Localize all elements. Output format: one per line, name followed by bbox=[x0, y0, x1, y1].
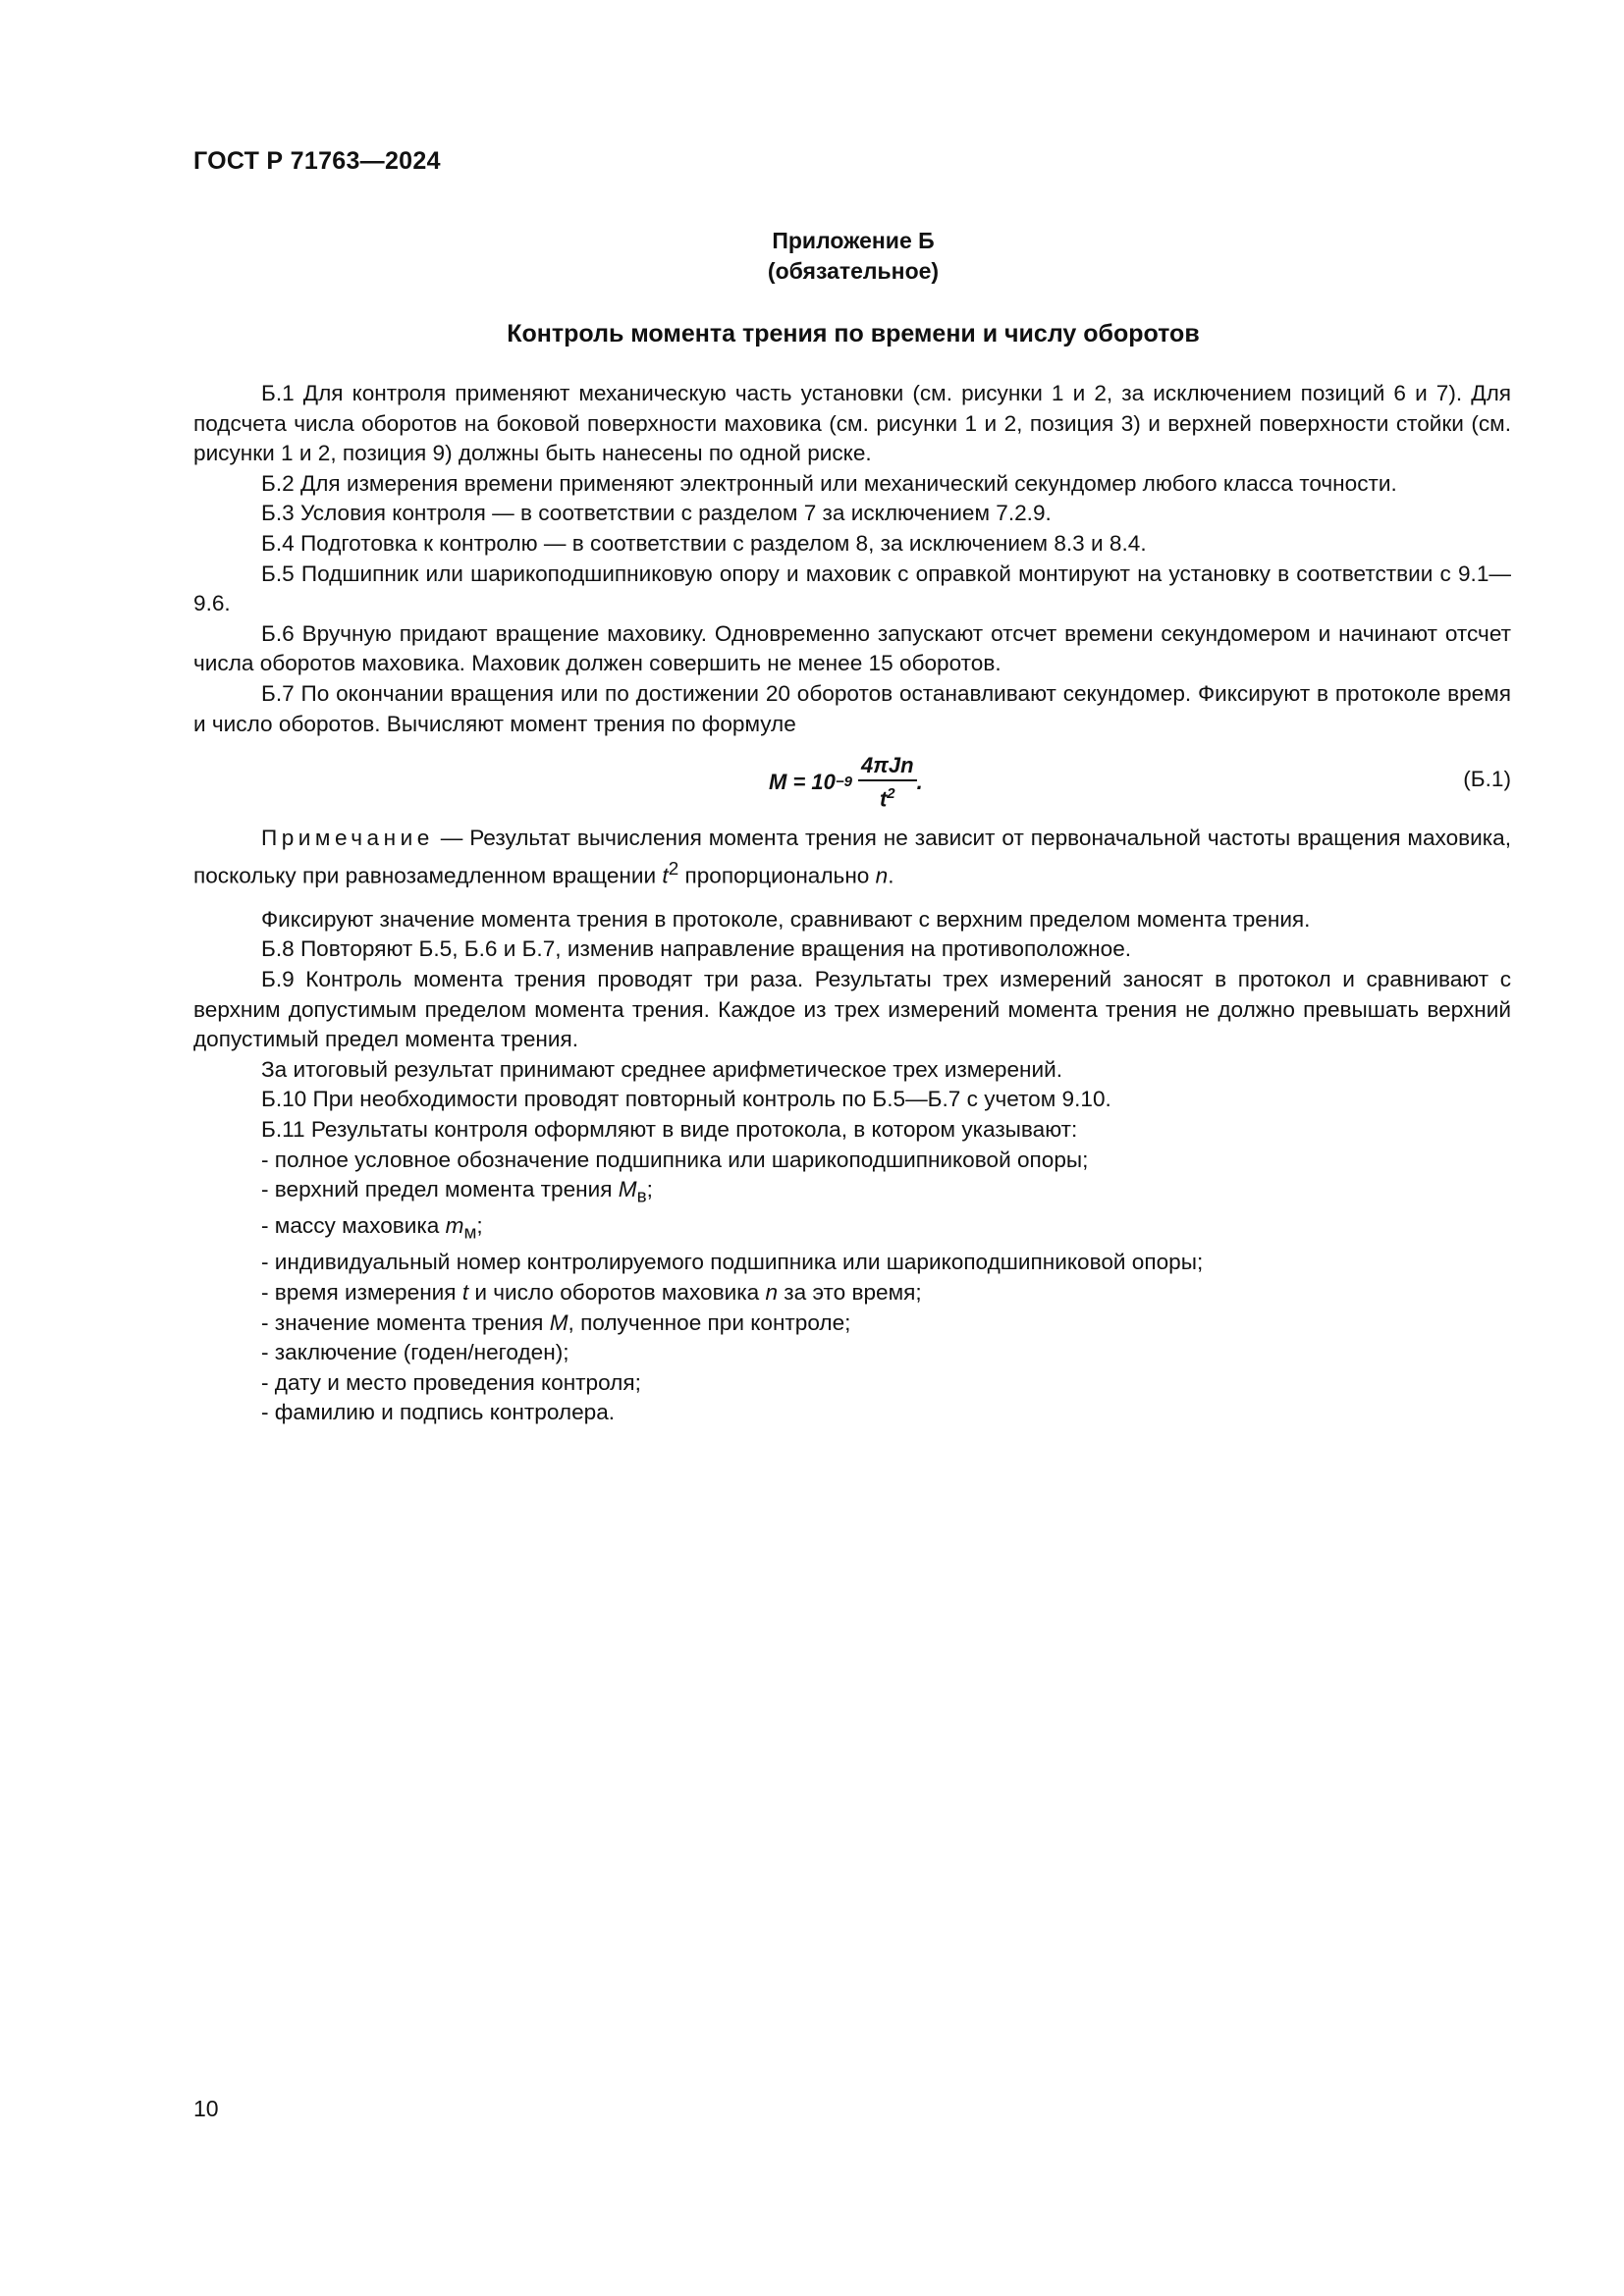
formula-exponent: −9 bbox=[835, 773, 852, 790]
paragraph-b11: Б.11 Результаты контроля оформляют в виде протокола, в котором указывают: bbox=[261, 1117, 1078, 1142]
paragraph-b5: Б.5 Подшипник или шарикоподшипниковую опору и маховик с оправкой монтируют на установку в соответствии с 9.1—9.6. bbox=[193, 561, 1511, 616]
list-item: - заключение (годен/негоден); bbox=[261, 1340, 569, 1365]
paragraph-b4: Б.4 Подготовка к контролю — в соответствии с разделом 8, за исключением 8.3 и 8.4. bbox=[261, 530, 1147, 556]
formula bbox=[769, 753, 923, 812]
list-item: - фамилию и подпись контролера. bbox=[261, 1400, 616, 1425]
list-item: - массу маховика $m_м$; bbox=[261, 1213, 483, 1243]
formula-fraction bbox=[858, 753, 917, 812]
formula-numerator: 4πJn bbox=[858, 753, 917, 781]
list-item: - индивидуальный номер контролируемого подшипника или шарикоподшипниковой опоры; bbox=[261, 1250, 1204, 1275]
formula-lhs: M = 10 bbox=[769, 769, 836, 794]
note-label: Примечание bbox=[261, 826, 434, 851]
list-item: - верхний предел момента трения $M_в$; bbox=[261, 1177, 653, 1206]
section-title: Контроль момента трения по времени и числу оборотов bbox=[507, 320, 1200, 347]
paragraph-final-result: За итоговый результат принимают среднее арифметическое трех измерений. bbox=[261, 1056, 1063, 1082]
list-item: - значение момента трения M, полученное при контроле; bbox=[261, 1309, 851, 1335]
formula-denominator: $t^2$ bbox=[879, 785, 895, 812]
protocol-list bbox=[193, 1146, 1511, 1428]
annex-heading bbox=[0, 226, 1624, 287]
list-item: - время измерения t и число оборотов маховика n за это время; bbox=[261, 1280, 922, 1305]
list-item: - полное условное обозначение подшипника или шарикоподшипниковой опоры; bbox=[261, 1147, 1089, 1172]
page-number: 10 bbox=[193, 2096, 219, 2121]
paragraph-b3: Б.3 Условия контроля — в соответствии с разделом 7 за исключением 7.2.9. bbox=[261, 501, 1052, 526]
note: Примечание — Результат вычисления момента трения не зависит от первоначальной частоты вращения маховика, поскольку при равнозамедленном вращении $t^2$ пропорционально n. bbox=[193, 826, 1511, 888]
paragraph-fix-result: Фиксируют значение момента трения в протоколе, сравнивают с верхним пределом момента трения. bbox=[261, 906, 1311, 932]
formula-block bbox=[193, 745, 1511, 816]
paragraph-b9: Б.9 Контроль момента трения проводят три раза. Результаты трех измерений заносят в протокол и сравнивают с верхним допустимым пределом момента трения. Каждое из трех измерений момента трения не должно превышать верхний допустимый предел момента трения. bbox=[193, 967, 1511, 1052]
paragraph-b8: Б.8 Повторяют Б.5, Б.6 и Б.7, изменив направление вращения на противоположное. bbox=[261, 936, 1132, 962]
paragraph-b2: Б.2 Для измерения времени применяют электронный или механический секундомер любого класса точности. bbox=[261, 470, 1397, 496]
formula-tail: . bbox=[916, 769, 923, 794]
document-code: ГОСТ Р 71763—2024 bbox=[193, 147, 441, 175]
formula-number: (Б.1) bbox=[1463, 767, 1511, 792]
list-item: - дату и место проведения контроля; bbox=[261, 1369, 641, 1395]
document-body bbox=[193, 379, 1511, 1428]
annex-title: Приложение Б bbox=[772, 228, 935, 253]
annex-status: (обязательное) bbox=[767, 258, 940, 284]
paragraph-b1: Б.1 Для контроля применяют механическую часть установки (см. рисунки 1 и 2, за исключением позиций 6 и 7). Для подсчета числа оборотов на боковой поверхности маховика (см. рисунки 1 и 2, позиция 3) и верхней поверхности стойки (см. рисунки 1 и 2, позиция 9) должны быть нанесены по одной риске. bbox=[193, 381, 1511, 466]
paragraph-b6: Б.6 Вручную придают вращение маховику. Одновременно запускают отсчет времени секундомером и начинают отсчет числа оборотов маховика. Маховик должен совершить не менее 15 оборотов. bbox=[193, 620, 1511, 676]
paragraph-b10: Б.10 При необходимости проводят повторный контроль по Б.5—Б.7 с учетом 9.10. bbox=[261, 1087, 1111, 1112]
paragraph-b7: Б.7 По окончании вращения или по достижении 20 оборотов останавливают секундомер. Фиксируют в протоколе время и число оборотов. Вычисляют момент трения по формуле bbox=[193, 680, 1511, 736]
